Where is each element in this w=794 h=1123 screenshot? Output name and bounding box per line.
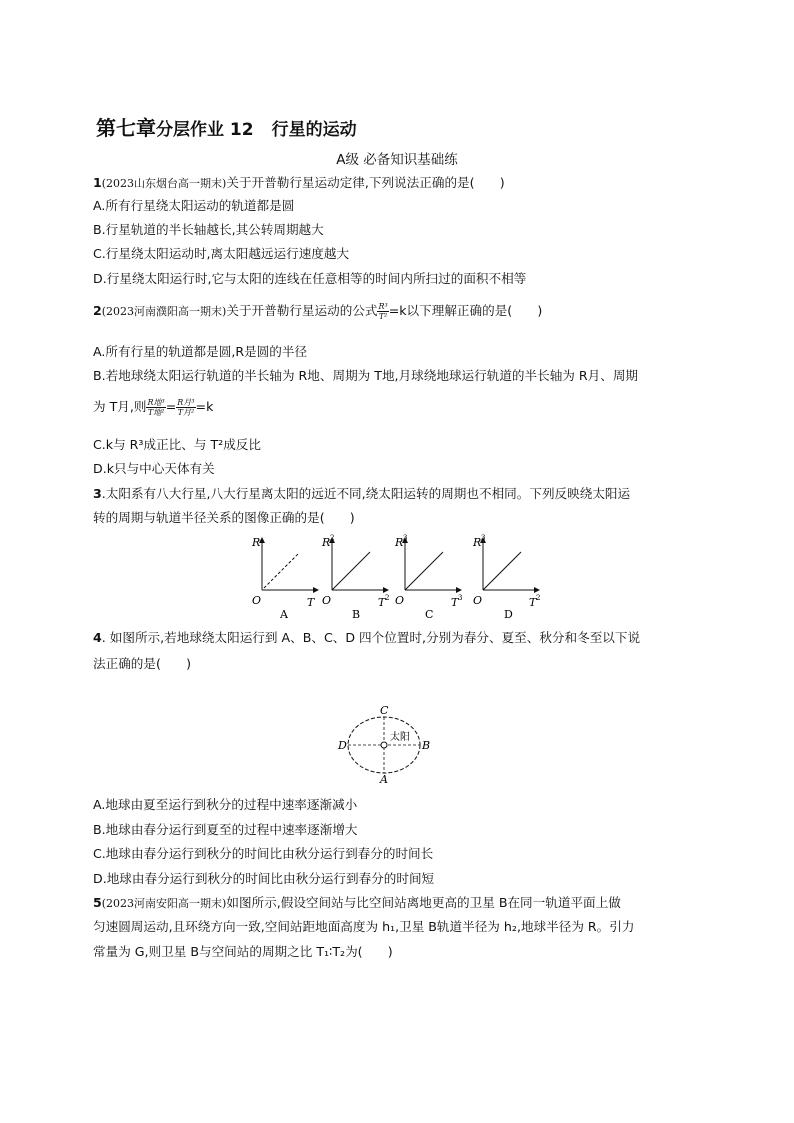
- graph-b-xsup: 2: [385, 594, 390, 602]
- sun-label: 太阳: [390, 732, 410, 743]
- q4-option-c: C.地球由春分运行到秋分的时间比由秋分运行到春分的时间长: [93, 846, 434, 861]
- q5-stem-line2: 匀速圆周运动,且环绕方向一致,空间站距地面高度为 h₁,卫星 B轨道半径为 h₂,地球半径为 R。引力: [93, 919, 635, 934]
- moon-num: R月³: [177, 398, 195, 407]
- q4-text-1: . 如图所示,若地球绕太阳运行到 A、B、C、D 四个位置时,分别为春分、夏至、秋分和冬至以下说: [101, 630, 641, 645]
- q2-option-b-suffix: =k: [195, 399, 214, 414]
- q2-formula-moon: [176, 398, 195, 417]
- q2-number: 2: [93, 303, 102, 318]
- graph-d: [472, 534, 540, 621]
- q1-option-b: B.行星轨道的半长轴越长,其公转周期越大: [93, 222, 324, 237]
- q2-stem: [93, 300, 542, 321]
- section-heading: A级 必备知识基础练: [336, 152, 458, 168]
- page-title: [96, 112, 357, 141]
- q2-formula-num: R³: [378, 302, 388, 311]
- q2-option-d: D.k只与中心天体有关: [93, 461, 215, 476]
- q1-option-c: C.行星绕太阳运动时,离太阳越远运行速度越大: [93, 246, 350, 261]
- graph-a-origin: O: [252, 594, 262, 607]
- q2-text-b: =k以下理解正确的是( ): [388, 303, 543, 318]
- graph-d-x: T: [529, 596, 537, 609]
- q2-option-b-prefix: 为 T月,则: [93, 399, 147, 414]
- q5-text-1: 如图所示,假设空间站与比空间站离地更高的卫星 B在同一轨道平面上做: [226, 895, 621, 910]
- equals-sign: =: [165, 399, 177, 414]
- q2-text-a: 关于开普勒行星运动的公式: [226, 303, 378, 318]
- point-c: C: [380, 704, 389, 717]
- q2-option-b-line2: [93, 396, 213, 417]
- assignment-label: 分层作业 12: [156, 120, 254, 140]
- q2-option-c: C.k与 R³成正比、与 T²成反比: [93, 437, 261, 452]
- q2-formula-den: T²: [378, 312, 388, 321]
- graph-d-label: D: [504, 608, 513, 621]
- q1-number: 1: [93, 175, 102, 190]
- q5-stem-line3: 常量为 G,则卫星 B与空间站的周期之比 T₁∶T₂为( ): [93, 944, 393, 959]
- q5-source: (2023河南安阳高一期末): [101, 897, 227, 910]
- graph-c-x: T: [451, 596, 459, 609]
- q1-option-d: D.行星绕太阳运行时,它与太阳的连线在任意相等的时间内所扫过的面积不相等: [93, 271, 527, 286]
- q3-stem-line2: 转的周期与轨道半径关系的图像正确的是( ): [93, 510, 355, 525]
- graph-b: [321, 534, 389, 621]
- graph-b-label: B: [352, 608, 361, 621]
- graph-d-ysup: 3: [481, 534, 486, 542]
- graph-a-x: T: [307, 596, 315, 609]
- q5-stem-line1: [93, 892, 621, 911]
- moon-den: T月²: [177, 408, 195, 417]
- q3-text-1: .太阳系有八大行星,八大行星离太阳的远近不同,绕太阳运转的周期也不相同。下列反映绕太阳运: [101, 486, 631, 501]
- graph-c: [394, 534, 462, 621]
- graph-b-y: R: [322, 536, 331, 549]
- graph-a-label: A: [280, 608, 288, 621]
- q3-stem-line1: [93, 483, 630, 502]
- q4-stem-line1: [93, 627, 640, 646]
- graph-a: [251, 536, 318, 621]
- q2-formula-earth: [146, 398, 165, 417]
- graph-d-y: R: [473, 536, 482, 549]
- q3-graphs: [240, 530, 560, 625]
- q4-option-d: D.地球由春分运行到秋分的时间比由秋分运行到春分的时间短: [93, 871, 435, 886]
- sun-marker: [381, 742, 387, 748]
- graph-a-y: R: [252, 536, 261, 549]
- earth-num: R地³: [147, 398, 165, 407]
- q2-formula: [377, 302, 388, 321]
- chapter-label: 第七章: [96, 116, 156, 140]
- q3-number: 3: [93, 486, 102, 501]
- graph-b-x: T: [378, 596, 386, 609]
- graph-b-ysup: 2: [330, 534, 335, 542]
- q1-option-a: A.所有行星绕太阳运动的轨道都是圆: [93, 198, 295, 213]
- earth-den: T地²: [147, 408, 165, 417]
- q1-stem: [93, 172, 505, 191]
- q4-number: 4: [93, 630, 102, 645]
- graph-d-origin: O: [473, 594, 483, 607]
- q5-number: 5: [93, 895, 102, 910]
- q4-option-a: A.地球由夏至运行到秋分的过程中速率逐渐减小: [93, 797, 358, 812]
- topic-label: 行星的运动: [271, 120, 357, 140]
- graph-b-origin: O: [322, 594, 332, 607]
- q1-source: (2023山东烟台高一期末): [101, 177, 227, 190]
- q4-option-b: B.地球由春分运行到夏至的过程中速率逐渐增大: [93, 822, 358, 837]
- point-d: D: [338, 739, 347, 752]
- q4-stem-line2: 法正确的是( ): [93, 656, 191, 671]
- graph-c-label: C: [425, 608, 434, 621]
- graph-d-xsup: 2: [536, 594, 541, 602]
- point-a: A: [380, 773, 388, 785]
- q1-text: 关于开普勒行星运动定律,下列说法正确的是( ): [226, 175, 505, 190]
- q4-orbit-diagram: [330, 700, 470, 785]
- graph-c-ysup: 3: [403, 534, 408, 542]
- graph-c-origin: O: [395, 594, 405, 607]
- graph-c-xsup: 3: [458, 594, 463, 602]
- graph-c-y: R: [395, 536, 404, 549]
- point-b: B: [422, 739, 431, 752]
- q2-option-b-line1: B.若地球绕太阳运行轨道的半长轴为 R地、周期为 T地,月球绕地球运行轨道的半长轴为 R月、周期: [93, 368, 639, 383]
- q2-option-a: A.所有行星的轨道都是圆,R是圆的半径: [93, 344, 308, 359]
- q2-source: (2023河南濮阳高一期末): [101, 305, 227, 318]
